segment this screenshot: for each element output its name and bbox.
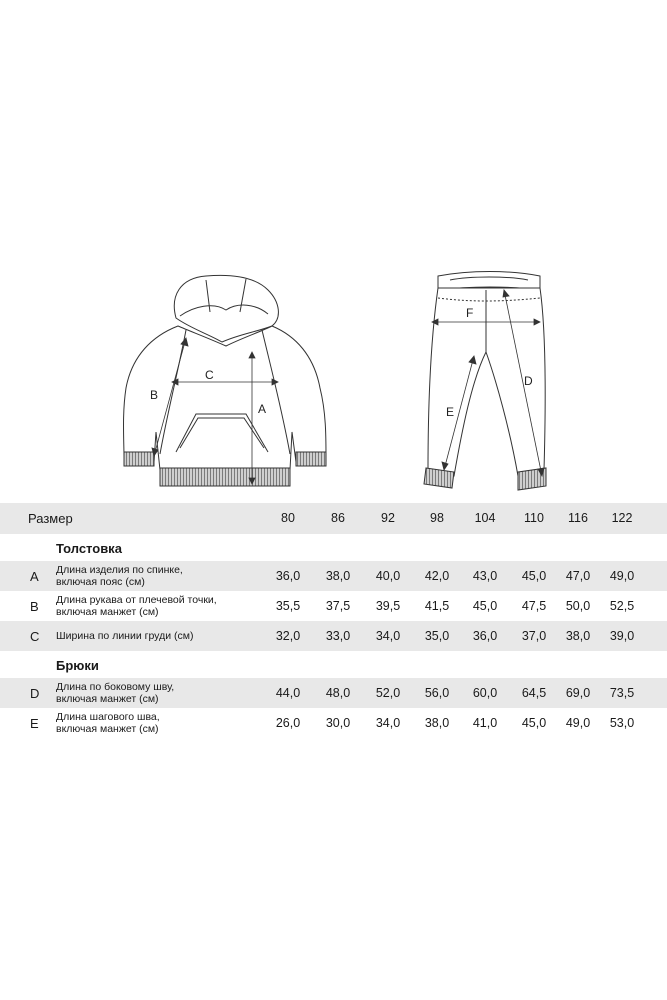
value-cell: 50,0 <box>565 599 591 613</box>
table-row <box>0 561 667 591</box>
size-header-cell: 116 <box>568 511 588 525</box>
value-cell: 42,0 <box>424 569 450 583</box>
value-cell: 32,0 <box>275 629 301 643</box>
value-cell: 48,0 <box>325 686 351 700</box>
section-title: Брюки <box>56 658 99 673</box>
value-cell: 39,0 <box>609 629 635 643</box>
value-cell: 47,0 <box>565 569 591 583</box>
value-cell: 36,0 <box>275 569 301 583</box>
value-cell: 64,5 <box>521 686 547 700</box>
value-cell: 56,0 <box>424 686 450 700</box>
value-cell: 49,0 <box>609 569 635 583</box>
row-code: C <box>30 629 40 644</box>
value-cell: 45,0 <box>521 569 547 583</box>
row-code: E <box>30 716 39 731</box>
row-label-line: включая манжет (см) <box>56 723 159 735</box>
value-cell: 36,0 <box>472 629 498 643</box>
value-cell: 40,0 <box>375 569 401 583</box>
letter-d: D <box>524 374 533 388</box>
value-cell: 45,0 <box>521 716 547 730</box>
value-cell: 49,0 <box>565 716 591 730</box>
table-row <box>0 621 667 651</box>
value-cell: 38,0 <box>325 569 351 583</box>
table-row <box>0 678 667 708</box>
size-header-cell: 80 <box>281 511 295 525</box>
row-code: D <box>30 686 40 701</box>
value-cell: 41,0 <box>472 716 498 730</box>
value-cell: 35,5 <box>275 599 301 613</box>
value-cell: 34,0 <box>375 716 401 730</box>
row-label-line: Длина шагового шва, <box>56 711 160 723</box>
value-cell: 45,0 <box>472 599 498 613</box>
table-row <box>0 708 667 738</box>
row-label-line: Ширина по линии груди (см) <box>56 630 194 642</box>
value-cell: 38,0 <box>424 716 450 730</box>
size-header-cell: 92 <box>381 511 395 525</box>
row-label-line: включая манжет (см) <box>56 606 159 618</box>
row-label-line: Длина рукава от плечевой точки, <box>56 594 217 606</box>
value-cell: 69,0 <box>565 686 591 700</box>
value-cell: 60,0 <box>472 686 498 700</box>
letter-c: C <box>205 368 214 382</box>
row-label-line: Длина по боковому шву, <box>56 681 175 693</box>
value-cell: 37,0 <box>521 629 547 643</box>
section-pants <box>0 651 667 678</box>
value-cell: 34,0 <box>375 629 401 643</box>
value-cell: 39,5 <box>375 599 401 613</box>
letter-e: E <box>446 405 455 419</box>
letter-f: F <box>466 306 474 320</box>
letter-a: A <box>258 402 267 416</box>
size-header-cell: 122 <box>611 511 633 525</box>
value-cell: 47,5 <box>521 599 547 613</box>
size-header-cell: 98 <box>430 511 444 525</box>
value-cell: 26,0 <box>275 716 301 730</box>
table-row <box>0 591 667 621</box>
row-code: B <box>30 599 39 614</box>
row-label-line: включая пояс (см) <box>56 576 145 588</box>
value-cell: 33,0 <box>325 629 351 643</box>
value-cell: 38,0 <box>565 629 591 643</box>
row-label-line: включая манжет (см) <box>56 693 159 705</box>
size-header-label: Размер <box>28 511 73 526</box>
row-label-line: Длина изделия по спинке, <box>56 564 183 576</box>
size-header-cell: 104 <box>474 511 496 525</box>
letter-b: B <box>150 388 159 402</box>
section-title: Толстовка <box>56 541 122 556</box>
value-cell: 53,0 <box>609 716 635 730</box>
size-table <box>0 503 667 738</box>
size-header-cell: 86 <box>331 511 345 525</box>
value-cell: 30,0 <box>325 716 351 730</box>
value-cell: 73,5 <box>609 686 635 700</box>
value-cell: 43,0 <box>472 569 498 583</box>
value-cell: 44,0 <box>275 686 301 700</box>
value-cell: 37,5 <box>325 599 351 613</box>
size-header-cell: 110 <box>524 511 544 525</box>
value-cell: 41,5 <box>424 599 450 613</box>
section-hoodie <box>0 534 667 561</box>
size-header-row <box>0 503 667 534</box>
value-cell: 35,0 <box>424 629 450 643</box>
value-cell: 52,0 <box>375 686 401 700</box>
value-cell: 52,5 <box>609 599 635 613</box>
row-code: A <box>30 569 39 584</box>
